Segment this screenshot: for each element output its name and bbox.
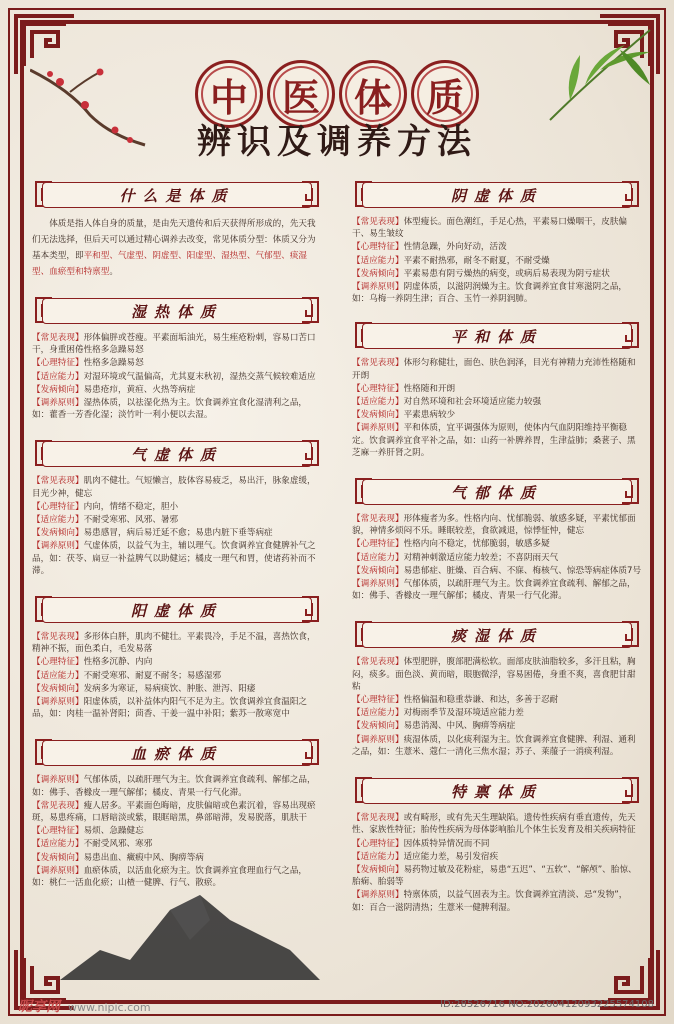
section-line — [32, 683, 322, 695]
line-tag: 【常见表现】 — [32, 333, 84, 343]
section-line — [32, 397, 322, 421]
line-text: 易患消渴、中风、胸痹等病症 — [403, 721, 516, 732]
section-line — [352, 720, 642, 732]
section-banner — [352, 774, 642, 806]
section-body — [352, 357, 642, 459]
constitution-section — [32, 294, 322, 421]
section-line — [352, 552, 642, 564]
title-char: 中 — [195, 60, 263, 128]
section-line — [32, 670, 322, 682]
line-tag: 【心理特征】 — [352, 695, 404, 706]
line-text: 不耐受风邪、寒邪 — [83, 839, 153, 850]
line-text: 血瘀体质，以活血化瘀为主。饮食调养宜食理血行气之品，如：桃仁一活血化瘀；山楂一健脾、行气、散瘀。 — [32, 865, 308, 889]
line-tag: 【调养原则】 — [352, 423, 404, 434]
section-line — [352, 734, 642, 758]
line-text: 对自然环境和社会环境适应能力较强 — [403, 397, 542, 408]
line-tag: 【适应能力】 — [352, 708, 404, 719]
line-tag: 【适应能力】 — [352, 255, 404, 266]
line-text: 瘦人居多。平素面色晦暗，皮肤偏暗或色素沉着，容易出现瘀斑，易患疼痛，口唇暗淡或紫，眼眶暗黑，鼻部暗滞，发易脱落，肌肤干 — [32, 800, 316, 824]
line-tag: 【适应能力】 — [32, 515, 84, 526]
line-tag: 【适应能力】 — [352, 851, 404, 862]
line-text: 易患郁症、脏燥、百合病、不寐、梅核气、惊恐等病症体质7号 — [403, 565, 642, 576]
section-heading: 特禀体质 — [362, 778, 632, 804]
line-text: 易患感冒，病后易迁延不愈；易患内脏下垂等病症 — [83, 528, 273, 539]
section-banner — [352, 319, 642, 351]
section-line — [32, 514, 322, 526]
section-heading: 阳虚体质 — [42, 597, 312, 623]
line-text: 多形体白胖，肌肉不健壮。平素畏冷，手足不温，喜热饮食，精神不振，面色柔白，毛发易落 — [32, 632, 316, 655]
subtitle: 辨识及调养方法 — [197, 122, 477, 162]
section-banner — [352, 178, 642, 210]
line-tag: 【适应能力】 — [352, 397, 404, 408]
line-tag: 【常见表现】 — [32, 632, 84, 643]
section-line — [32, 852, 322, 864]
section-line — [352, 513, 642, 537]
constitution-section — [352, 774, 642, 914]
line-tag: 【发病倾向】 — [32, 852, 84, 863]
section-line — [32, 631, 322, 655]
constitution-section — [32, 437, 322, 577]
constitution-section — [352, 475, 642, 602]
constitution-section — [352, 319, 642, 459]
line-tag: 【调养原则】 — [32, 398, 84, 409]
section-heading: 气郁体质 — [362, 479, 632, 505]
right-sections — [352, 178, 642, 914]
line-text: 体型肥胖，腹部肥满松软。面部皮肤油脂较多，多汗且粘，胸闷，痰多。面色淡、黄而暗，眼胞微浮，容易困倦，身重不爽，喜食肥甘甜粘 — [352, 657, 636, 692]
line-tag: 【常见表现】 — [352, 514, 404, 525]
line-text: 性格偏温和稳重恭谦、和达，多善于忍耐 — [403, 695, 559, 706]
banner-hook-icon — [620, 319, 642, 351]
section-line — [32, 696, 322, 720]
line-tag: 【发病倾向】 — [352, 721, 404, 732]
section-line — [32, 371, 322, 383]
line-text: 内向，情绪不稳定，胆小 — [83, 501, 179, 512]
section-heading: 平和体质 — [362, 323, 632, 349]
section-line — [352, 812, 642, 836]
section-line — [352, 396, 642, 408]
line-text: 易患疮疖，黄疸、火热等病症 — [83, 384, 196, 395]
watermark — [18, 996, 151, 1016]
line-text: 平和体质，宜平调强体为原则，使体内气血阴阳维持平衡稳定。饮食调养宜食平补之品，如：山药一补脾养胃，生津益肺；桑葚子、黑芝麻一养肝肾之阴。 — [352, 423, 636, 458]
banner-hook-icon — [300, 294, 322, 326]
line-tag: 【发病倾向】 — [352, 410, 404, 421]
section-line — [32, 656, 322, 668]
section-line — [352, 268, 642, 280]
line-text: 或有畸形，或有先天生理缺陷。遗传性疾病有垂直遗传，先天性、家族性特征；胎传性疾病为母体影响胎儿个体生长发育及相关疾病特征 — [352, 813, 636, 836]
line-text: 对精神刺激适应能力较差；不喜阴雨天气 — [403, 552, 559, 563]
line-text: 形体偏胖或苍瘦。平素面垢油光，易生痤疮粉刺，容易口苦口干，身重困倦性格多急躁易怒 — [32, 333, 316, 356]
section-line — [32, 357, 322, 369]
section-banner — [32, 437, 322, 469]
line-tag: 【常见表现】 — [32, 800, 84, 811]
section-line — [352, 422, 642, 459]
line-text: 性格随和开朗 — [403, 383, 456, 394]
line-text: 因体质特异情况而不同 — [403, 838, 490, 849]
intro-types: 平和型、气虚型、阴虚型、阳虚型、湿热型、气郁型、痰湿型、血瘀型和特禀型 — [32, 251, 308, 277]
left-column — [32, 178, 322, 903]
line-text: 气郁体质，以疏肝理气为主。饮食调养宜食疏利、解郁之品，如：佛手、香橼皮一理气解郁；橘皮、青果一行气化滞。 — [32, 775, 316, 798]
section-body — [32, 631, 322, 720]
line-tag: 【适应能力】 — [32, 839, 84, 850]
line-text: 湿热体质，以祛湿化热为主。饮食调养宜食化湿清利之品，如：藿香一芳香化湿；淡竹叶一利小便以去湿。 — [32, 398, 308, 421]
line-text: 易患出血、癥瘕中风、胸痹等病 — [83, 852, 204, 863]
banner-hook-icon — [620, 178, 642, 210]
line-tag: 【常见表现】 — [352, 358, 404, 369]
section-banner — [352, 618, 642, 650]
section-line — [352, 538, 642, 550]
line-tag: 【调养原则】 — [352, 890, 404, 901]
section-heading: 湿热体质 — [42, 298, 312, 324]
line-text: 特禀体质，以益气固表为主。饮食调养宜清淡、忌“发物”，如：百合一滋阴清热；生薏米一健脾利湿。 — [352, 890, 628, 913]
line-tag: 【心理特征】 — [32, 358, 84, 369]
line-text: 气虚体质，以益气为主，辅以理气。饮食调养宜食健脾补气之品，如：茯苓、扁豆一补益脾气以助健运；橘皮一理气和胃，使诸药补而不滞。 — [32, 541, 316, 576]
line-tag: 【心理特征】 — [352, 539, 404, 550]
section-line — [32, 825, 322, 837]
section-line — [352, 216, 642, 240]
line-tag: 【适应能力】 — [32, 670, 84, 681]
line-tag: 【适应能力】 — [352, 552, 404, 563]
line-tag: 【调养原则】 — [352, 282, 404, 293]
line-tag: 【调养原则】 — [32, 697, 84, 708]
section-line — [32, 384, 322, 396]
line-text: 气郁体质，以疏肝理气为主。饮食调养宜食疏利、解郁之品，如：佛手、香橼皮一理气解郁；橘皮、青果一行气化滞。 — [352, 579, 636, 602]
line-tag: 【发病倾向】 — [352, 864, 404, 875]
section-line — [352, 565, 642, 577]
intro-text: 体质是指人体自身的质量，是由先天遗传和后天获得所形成的，先天我们无法选择，但后天可以通过精心调养去改变，常见体质分型：体质又分为基本类型，即 — [32, 219, 316, 261]
line-tag: 【调养原则】 — [32, 541, 84, 552]
section-line — [32, 838, 322, 850]
banner-hook-icon — [300, 437, 322, 469]
line-text: 性格内向不稳定，忧郁脆弱，敏感多疑 — [403, 539, 550, 550]
line-text: 性格多沉静、内向 — [83, 657, 153, 668]
line-tag: 【调养原则】 — [352, 579, 404, 590]
intro-paragraph — [32, 216, 322, 280]
line-text: 不耐受寒邪、耐夏不耐冬；易感湿邪 — [83, 670, 222, 681]
section-line — [32, 475, 322, 499]
line-text: 平素患病较少 — [403, 410, 456, 421]
line-tag: 【调养原则】 — [32, 775, 84, 786]
line-text: 痰湿体质，以化痰利湿为主。饮食调养宜食健脾、利湿、通利之品，如：生薏米、蔻仁一清化三焦水湿；苏子、莱菔子一消痰利湿。 — [352, 734, 636, 757]
constitution-section — [352, 618, 642, 758]
line-text: 阳虚体质，以补益体内阳气不足为主。饮食调养宜食温阳之品，如：肉桂一温补肾阳；茴香、干姜一温中补阳；紫苏一散寒宽中 — [32, 697, 308, 720]
section-body — [352, 812, 642, 914]
section-body — [352, 216, 642, 305]
section-line — [352, 241, 642, 253]
line-tag: 【常见表现】 — [352, 657, 404, 668]
section-body — [352, 656, 642, 758]
line-tag: 【心理特征】 — [32, 501, 84, 512]
section-heading: 血瘀体质 — [42, 740, 312, 766]
section-line — [32, 527, 322, 539]
section-line — [352, 864, 642, 888]
section-line — [352, 889, 642, 913]
title-char: 医 — [267, 60, 335, 128]
ink-mountain-decoration — [60, 880, 320, 980]
banner-hook-icon — [620, 618, 642, 650]
section-line — [352, 357, 642, 381]
line-tag: 【常见表现】 — [352, 217, 404, 227]
section-banner — [32, 178, 322, 210]
line-text: 性情急躁，外向好动，活泼 — [403, 242, 507, 253]
left-sections — [32, 294, 322, 889]
constitution-section — [32, 593, 322, 720]
line-tag: 【发病倾向】 — [32, 528, 84, 539]
section-body — [32, 332, 322, 421]
line-text: 阴虚体质，以滋阴润燥为主。饮食调养宜食甘寒滋阴之品，如：乌梅一养阴生津；百合、玉竹一养阴润肺。 — [352, 282, 628, 305]
line-tag: 【调养原则】 — [352, 734, 404, 745]
banner-hook-icon — [300, 736, 322, 768]
line-tag: 【发病倾向】 — [352, 565, 404, 576]
line-text: 体形匀称健壮，面色、肤色润泽，目光有神精力充沛性格随和开朗 — [352, 358, 636, 381]
line-tag: 【心理特征】 — [352, 838, 404, 849]
line-text: 适应能力差，易引发宿疾 — [403, 851, 499, 862]
line-tag: 【发病倾向】 — [32, 683, 84, 694]
section-line — [32, 540, 322, 577]
line-tag: 【发病倾向】 — [32, 384, 84, 395]
title-char: 质 — [411, 60, 479, 128]
section-line — [352, 656, 642, 693]
line-text: 性格多急躁易怒 — [83, 358, 144, 369]
section-heading: 阴虚体质 — [362, 182, 632, 208]
section-line — [352, 694, 642, 706]
line-text: 发病多为寒证，易病痰饮、肿胀、泄泻、阳痿 — [83, 683, 256, 694]
constitution-section — [352, 178, 642, 305]
section-line — [352, 851, 642, 863]
line-text: 易药物过敏及花粉症，易患“五迟”、“五软”、“解颅”、胎惊、胎痫、胎弱等 — [352, 864, 637, 888]
line-text: 形体瘦者为多。性格内向、忧郁脆弱、敏感多疑，平素忧郁面貌，神情多烦闷不乐。睡眠较差，食欲减退，惊悸怔忡，健忘 — [352, 514, 636, 537]
line-text: 肌肉不健壮。气短懒言，肢体容易疲乏，易出汗，脉象虚缓，目光少神，健忘 — [32, 476, 316, 499]
section-banner — [32, 593, 322, 625]
line-text: 不耐受寒邪、风邪、暑邪 — [83, 515, 179, 526]
line-tag: 【发病倾向】 — [352, 268, 404, 279]
section-line — [352, 409, 642, 421]
watermark-url: www.nipic.com — [68, 1001, 151, 1014]
section-line — [32, 800, 322, 824]
line-tag: 【心理特征】 — [352, 383, 404, 394]
section-line — [32, 774, 322, 798]
section-line — [32, 501, 322, 513]
line-tag: 【常见表现】 — [32, 476, 84, 487]
section-banner — [32, 294, 322, 326]
line-text: 体型瘦长。面色潮红，手足心热，平素易口燥咽干，皮肤偏干、易生皱纹 — [352, 217, 628, 240]
banner-hook-icon — [620, 774, 642, 806]
section-heading: 什么是体质 — [42, 182, 312, 208]
section-banner — [32, 736, 322, 768]
section-line — [32, 332, 322, 356]
section-body — [32, 475, 322, 577]
line-text: 对湿环境或气温偏高，尤其夏末秋初，湿热交蒸气候较难适应 — [83, 371, 316, 382]
watermark-logo: 昵享网 — [18, 999, 60, 1015]
line-tag: 【适应能力】 — [32, 371, 84, 382]
line-tag: 【心理特征】 — [352, 242, 404, 253]
constitution-section — [32, 736, 322, 889]
image-id: ID:28526716 NO:20260412093225574108 — [440, 999, 654, 1010]
section-line — [352, 255, 642, 267]
section-body — [352, 513, 642, 602]
section-banner — [352, 475, 642, 507]
line-text: 易烦、急躁健忘 — [83, 826, 144, 837]
section-heading: 痰湿体质 — [362, 622, 632, 648]
section-line — [352, 578, 642, 602]
section-line — [352, 838, 642, 850]
line-tag: 【常见表现】 — [352, 813, 404, 824]
intro-tail: 。 — [109, 267, 118, 277]
section-line — [352, 281, 642, 305]
line-text: 对梅雨季节及湿环境适应能力差 — [403, 708, 524, 719]
section-line — [352, 707, 642, 719]
line-tag: 【心理特征】 — [32, 826, 84, 837]
line-tag: 【调养原则】 — [32, 865, 84, 876]
banner-hook-icon — [300, 593, 322, 625]
section-body — [32, 774, 322, 889]
section-line — [352, 383, 642, 395]
line-text: 平素易患有阴亏燥热的病变，或病后易表现为阴亏症状 — [403, 268, 610, 279]
line-tag: 【心理特征】 — [32, 657, 84, 668]
section-heading: 气虚体质 — [42, 441, 312, 467]
line-text: 平素不耐热邪，耐冬不耐夏，不耐受燥 — [403, 255, 550, 266]
title-char: 体 — [339, 60, 407, 128]
banner-hook-icon — [620, 475, 642, 507]
right-column — [352, 178, 642, 928]
